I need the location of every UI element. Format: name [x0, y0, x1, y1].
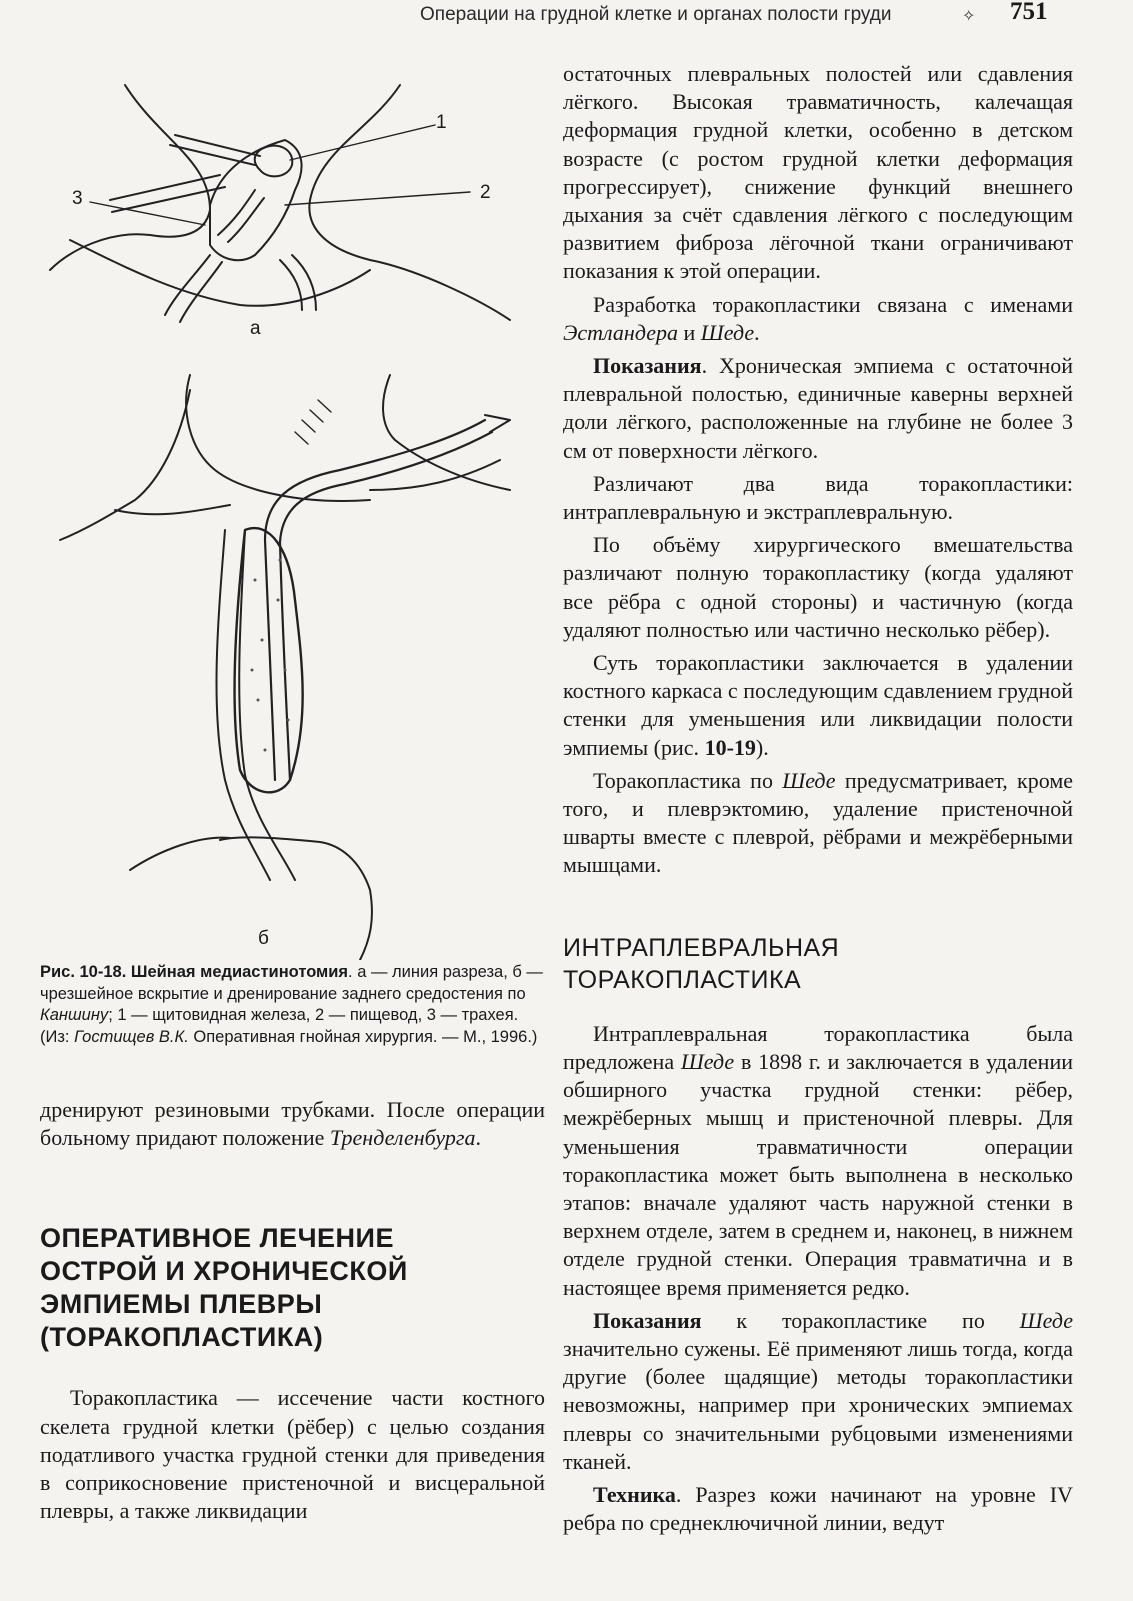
caption-title: Рис. 10-18. Шейная медиастинотомия	[40, 963, 349, 981]
label-3: 3	[72, 188, 83, 209]
thyroid	[255, 146, 293, 177]
label-a: а	[250, 318, 261, 339]
paragraph: Торакопластика по Шеде предусматривает, кроме того, и плеврэктомию, удаление пристеночной шварты вместе с плеврой, рёбрами и межрёберными мышцами.	[563, 767, 1074, 878]
neck-lower-a	[70, 240, 370, 306]
caption-text: ; 1 — щитовидная железа, 2 — пищевод, 3 — трахея. (Из:	[40, 1006, 519, 1046]
paragraph: Суть торакопластики заключается в удалении костного каркаса с последующим сдавлением грудной стенки для уменьшения или ликвидации полости эмпиемы (рис. 10-19).	[563, 650, 1073, 760]
jaw-line-b	[186, 375, 370, 501]
trachea	[218, 190, 264, 242]
caption-author: Каншину	[40, 1006, 109, 1024]
paragraph: Различают два вида торакопластики: интраплевральную и экстраплевральную.	[563, 470, 1073, 525]
caption-author: Гостищев В.К.	[74, 1027, 189, 1046]
paragraph: Показания. Хроническая эмпиема с остаточной плевральной полостью, единичные каверны верхней доли лёгкого, расположенные на глубине не более 3 см от поверхности лёгкого.	[563, 353, 1073, 463]
paragraph: остаточных плевральных полостей или сдавления лёгкого. Высокая травматичность, калечащая деформация грудной клетки, особенно в детском возрасте (с ростом грудной клетки деформация прогрессирует), снижение функций внешнего дыхания за счёт сдавления лёгкого с последующим развитием фиброза лёгочной ткани ограничивают показания к этой операции.	[563, 61, 1073, 284]
section-heading-empyema: ОПЕРАТИВНОЕ ЛЕЧЕНИЕ ОСТРОЙ И ХРОНИЧЕСКОЙ ЭМПИЕМЫ ПЛЕВРЫ (ТОРАКОПЛАСТИКА)	[40, 1223, 408, 1353]
esophagus	[216, 530, 295, 880]
caption-text: Оперативная гнойная хирургия. — М., 1996.)	[188, 1027, 538, 1046]
left-column	[40, 1096, 545, 1525]
paragraph: Техника. Разрез кожи начинают на уровне IV ребра по среднеключичной линии, ведут	[563, 1481, 1073, 1536]
page-number: 751	[1010, 0, 1048, 25]
retractor-upper	[170, 135, 260, 165]
label-2: 2	[480, 182, 491, 203]
label-b: б	[258, 928, 269, 949]
paragraph: По объёму хирургического вмешательства различают полную торакопластику (когда удаляют все рёбра с одной стороны) и частичную (когда удаляют полностью или частично несколько рёбер).	[563, 532, 1073, 642]
neck-left-b	[60, 390, 190, 540]
paragraph: Интраплевральная торакопластика была предложена Шеде в 1898 г. и заключается в удалении обширного участка грудной стенки: рёбер, межрёберных мышц и пристеночной плевры. Для уменьшения травматичности операции торакопластика может быть выполнена в несколько этапов: вначале удаляют часть наружной стенки в верхнем отделе, затем в среднем и, наконец, в нижнем отделе грудной стенки. Операция травматична и в настоящее время применяется редко.	[563, 1020, 1074, 1300]
figure-caption	[40, 962, 545, 1048]
paragraph: Разработка торакопластики связана с именами Эстландера и Шеде.	[563, 291, 1073, 345]
label-1: 1	[436, 112, 447, 133]
tube-a	[165, 255, 222, 322]
paragraph: дренируют резиновыми трубками. После операции больному придают положение Тренделенбурга.	[40, 1097, 545, 1151]
caption-text: . а — линия разреза, б — чрезшейное вскрытие и дренирование заднего средостения по	[40, 963, 543, 1003]
section-heading-intrapleural: ИНТРАПЛЕВРАЛЬНАЯ ТОРАКОПЛАСТИКА	[563, 933, 840, 994]
figure-10-18	[40, 60, 550, 960]
ornament-icon: ✧	[962, 6, 976, 25]
abscess-cavity	[235, 528, 303, 792]
running-title: Операции на грудной клетке и органах полости груди	[420, 4, 892, 25]
paragraph: Показания к торакопластике по Шеде значительно сужены. Её применяют лишь тогда, когда другие (более щадящие) методы торакопластики невозможны, например при хронических эмпиемах плевры со значительными рубцовыми изменениями тканей.	[563, 1307, 1073, 1474]
paragraph: Торакопластика — иссечение части костного скелета грудной клетки (рёбер) с целью создания податливого участка грудной стенки для приведения в соприкосновение пристеночной и висцеральной плевры, а также ликвидации	[40, 1385, 545, 1524]
figure-drawing	[40, 60, 550, 960]
right-column	[563, 60, 1073, 1537]
